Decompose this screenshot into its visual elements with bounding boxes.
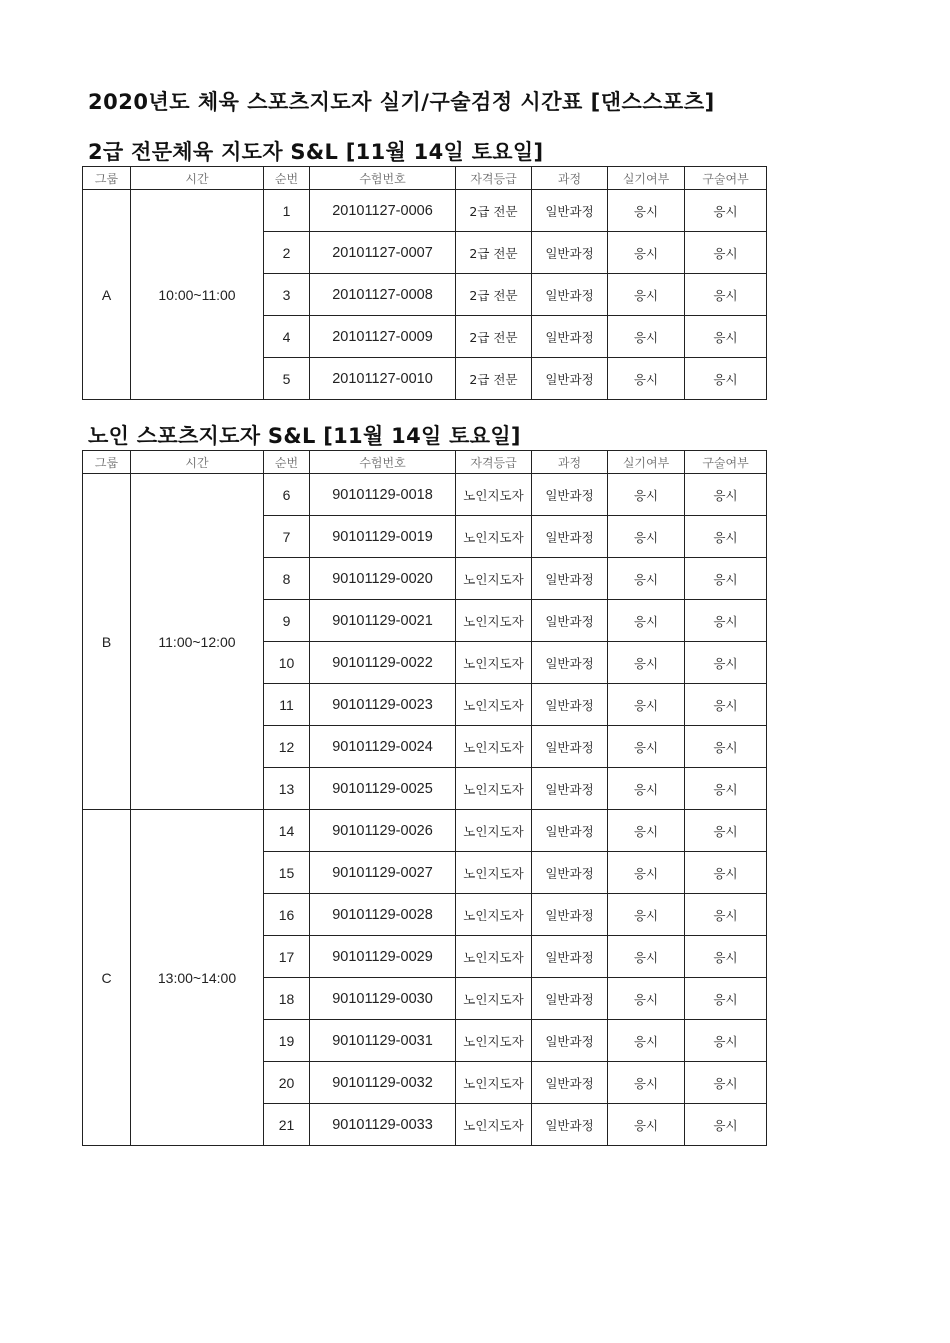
seq-cell: 21	[264, 1104, 310, 1146]
header-grade: 자격등급	[456, 451, 532, 474]
seq-cell: 3	[264, 274, 310, 316]
table-row	[83, 810, 767, 852]
header-practical: 실기여부	[608, 167, 685, 190]
time-cell: 10:00~11:00	[131, 190, 264, 400]
exam-number-cell: 90101129-0026	[310, 810, 456, 852]
oral-status-cell: 응시	[685, 232, 767, 274]
schedule-table-2nd-grade	[82, 166, 767, 400]
page-title: 2020년도 체육 스포츠지도자 실기/구술검정 시간표 [댄스스포츠]	[88, 90, 715, 114]
header-course: 과정	[532, 167, 608, 190]
table-header	[83, 167, 767, 190]
grade-cell: 노인지도자	[456, 852, 532, 894]
oral-status-cell: 응시	[685, 726, 767, 768]
header-oral: 구술여부	[685, 167, 767, 190]
exam-number-cell: 20101127-0008	[310, 274, 456, 316]
seq-cell: 17	[264, 936, 310, 978]
oral-status-cell: 응시	[685, 600, 767, 642]
oral-status-cell: 응시	[685, 684, 767, 726]
exam-number-cell: 90101129-0031	[310, 1020, 456, 1062]
header-oral: 구술여부	[685, 451, 767, 474]
grade-cell: 2급 전문	[456, 190, 532, 232]
seq-cell: 13	[264, 768, 310, 810]
course-cell: 일반과정	[532, 316, 608, 358]
grade-cell: 노인지도자	[456, 1104, 532, 1146]
oral-status-cell: 응시	[685, 1062, 767, 1104]
exam-number-cell: 90101129-0024	[310, 726, 456, 768]
grade-cell: 노인지도자	[456, 726, 532, 768]
practical-status-cell: 응시	[608, 810, 685, 852]
course-cell: 일반과정	[532, 936, 608, 978]
practical-status-cell: 응시	[608, 558, 685, 600]
course-cell: 일반과정	[532, 474, 608, 516]
seq-cell: 12	[264, 726, 310, 768]
exam-number-cell: 90101129-0033	[310, 1104, 456, 1146]
time-cell: 13:00~14:00	[131, 810, 264, 1146]
practical-status-cell: 응시	[608, 642, 685, 684]
grade-cell: 노인지도자	[456, 642, 532, 684]
exam-number-cell: 20101127-0009	[310, 316, 456, 358]
grade-cell: 노인지도자	[456, 768, 532, 810]
oral-status-cell: 응시	[685, 274, 767, 316]
group-cell: A	[83, 190, 131, 400]
header-row	[83, 167, 767, 190]
grade-cell: 노인지도자	[456, 894, 532, 936]
exam-number-cell: 90101129-0032	[310, 1062, 456, 1104]
exam-number-cell: 90101129-0018	[310, 474, 456, 516]
seq-cell: 16	[264, 894, 310, 936]
header-exam-number: 수험번호	[310, 167, 456, 190]
grade-cell: 2급 전문	[456, 316, 532, 358]
practical-status-cell: 응시	[608, 894, 685, 936]
practical-status-cell: 응시	[608, 726, 685, 768]
practical-status-cell: 응시	[608, 232, 685, 274]
header-row	[83, 451, 767, 474]
header-course: 과정	[532, 451, 608, 474]
oral-status-cell: 응시	[685, 642, 767, 684]
grade-cell: 노인지도자	[456, 936, 532, 978]
practical-status-cell: 응시	[608, 1104, 685, 1146]
exam-number-cell: 90101129-0020	[310, 558, 456, 600]
practical-status-cell: 응시	[608, 936, 685, 978]
oral-status-cell: 응시	[685, 1020, 767, 1062]
oral-status-cell: 응시	[685, 358, 767, 400]
exam-number-cell: 90101129-0027	[310, 852, 456, 894]
seq-cell: 4	[264, 316, 310, 358]
oral-status-cell: 응시	[685, 978, 767, 1020]
oral-status-cell: 응시	[685, 1104, 767, 1146]
grade-cell: 노인지도자	[456, 474, 532, 516]
seq-cell: 14	[264, 810, 310, 852]
exam-number-cell: 20101127-0006	[310, 190, 456, 232]
practical-status-cell: 응시	[608, 274, 685, 316]
seq-cell: 9	[264, 600, 310, 642]
header-time: 시간	[131, 167, 264, 190]
time-cell: 11:00~12:00	[131, 474, 264, 810]
exam-number-cell: 20101127-0007	[310, 232, 456, 274]
exam-number-cell: 20101127-0010	[310, 358, 456, 400]
seq-cell: 18	[264, 978, 310, 1020]
course-cell: 일반과정	[532, 852, 608, 894]
course-cell: 일반과정	[532, 978, 608, 1020]
course-cell: 일반과정	[532, 516, 608, 558]
practical-status-cell: 응시	[608, 474, 685, 516]
oral-status-cell: 응시	[685, 474, 767, 516]
course-cell: 일반과정	[532, 232, 608, 274]
exam-number-cell: 90101129-0028	[310, 894, 456, 936]
course-cell: 일반과정	[532, 274, 608, 316]
section-title-2nd-grade: 2급 전문체육 지도자 S&L [11월 14일 토요일]	[88, 140, 544, 164]
exam-number-cell: 90101129-0021	[310, 600, 456, 642]
grade-cell: 노인지도자	[456, 978, 532, 1020]
seq-cell: 7	[264, 516, 310, 558]
practical-status-cell: 응시	[608, 600, 685, 642]
oral-status-cell: 응시	[685, 852, 767, 894]
seq-cell: 11	[264, 684, 310, 726]
header-exam-number: 수험번호	[310, 451, 456, 474]
exam-number-cell: 90101129-0019	[310, 516, 456, 558]
grade-cell: 노인지도자	[456, 516, 532, 558]
practical-status-cell: 응시	[608, 316, 685, 358]
schedule-table-senior	[82, 450, 767, 1146]
oral-status-cell: 응시	[685, 516, 767, 558]
course-cell: 일반과정	[532, 642, 608, 684]
course-cell: 일반과정	[532, 1104, 608, 1146]
course-cell: 일반과정	[532, 1062, 608, 1104]
exam-number-cell: 90101129-0029	[310, 936, 456, 978]
oral-status-cell: 응시	[685, 558, 767, 600]
section-title-senior: 노인 스포츠지도자 S&L [11월 14일 토요일]	[88, 424, 521, 448]
header-time: 시간	[131, 451, 264, 474]
oral-status-cell: 응시	[685, 190, 767, 232]
grade-cell: 2급 전문	[456, 232, 532, 274]
seq-cell: 15	[264, 852, 310, 894]
oral-status-cell: 응시	[685, 894, 767, 936]
oral-status-cell: 응시	[685, 936, 767, 978]
practical-status-cell: 응시	[608, 852, 685, 894]
grade-cell: 노인지도자	[456, 1062, 532, 1104]
course-cell: 일반과정	[532, 810, 608, 852]
table-body	[83, 474, 767, 1146]
header-seq: 순번	[264, 167, 310, 190]
practical-status-cell: 응시	[608, 768, 685, 810]
course-cell: 일반과정	[532, 726, 608, 768]
course-cell: 일반과정	[532, 358, 608, 400]
header-practical: 실기여부	[608, 451, 685, 474]
grade-cell: 노인지도자	[456, 810, 532, 852]
header-group: 그룹	[83, 167, 131, 190]
practical-status-cell: 응시	[608, 1020, 685, 1062]
course-cell: 일반과정	[532, 1020, 608, 1062]
exam-number-cell: 90101129-0022	[310, 642, 456, 684]
exam-number-cell: 90101129-0023	[310, 684, 456, 726]
group-cell: C	[83, 810, 131, 1146]
seq-cell: 20	[264, 1062, 310, 1104]
group-cell: B	[83, 474, 131, 810]
table-row	[83, 474, 767, 516]
oral-status-cell: 응시	[685, 810, 767, 852]
grade-cell: 노인지도자	[456, 558, 532, 600]
practical-status-cell: 응시	[608, 1062, 685, 1104]
oral-status-cell: 응시	[685, 316, 767, 358]
table-header	[83, 451, 767, 474]
practical-status-cell: 응시	[608, 358, 685, 400]
exam-number-cell: 90101129-0025	[310, 768, 456, 810]
course-cell: 일반과정	[532, 768, 608, 810]
practical-status-cell: 응시	[608, 684, 685, 726]
grade-cell: 노인지도자	[456, 600, 532, 642]
course-cell: 일반과정	[532, 190, 608, 232]
seq-cell: 6	[264, 474, 310, 516]
header-grade: 자격등급	[456, 167, 532, 190]
exam-number-cell: 90101129-0030	[310, 978, 456, 1020]
seq-cell: 5	[264, 358, 310, 400]
grade-cell: 노인지도자	[456, 684, 532, 726]
grade-cell: 노인지도자	[456, 1020, 532, 1062]
seq-cell: 10	[264, 642, 310, 684]
practical-status-cell: 응시	[608, 190, 685, 232]
course-cell: 일반과정	[532, 600, 608, 642]
header-group: 그룹	[83, 451, 131, 474]
grade-cell: 2급 전문	[456, 358, 532, 400]
practical-status-cell: 응시	[608, 978, 685, 1020]
oral-status-cell: 응시	[685, 768, 767, 810]
grade-cell: 2급 전문	[456, 274, 532, 316]
course-cell: 일반과정	[532, 558, 608, 600]
course-cell: 일반과정	[532, 894, 608, 936]
seq-cell: 19	[264, 1020, 310, 1062]
table-body	[83, 190, 767, 400]
seq-cell: 1	[264, 190, 310, 232]
header-seq: 순번	[264, 451, 310, 474]
table-row	[83, 190, 767, 232]
seq-cell: 8	[264, 558, 310, 600]
seq-cell: 2	[264, 232, 310, 274]
practical-status-cell: 응시	[608, 516, 685, 558]
course-cell: 일반과정	[532, 684, 608, 726]
